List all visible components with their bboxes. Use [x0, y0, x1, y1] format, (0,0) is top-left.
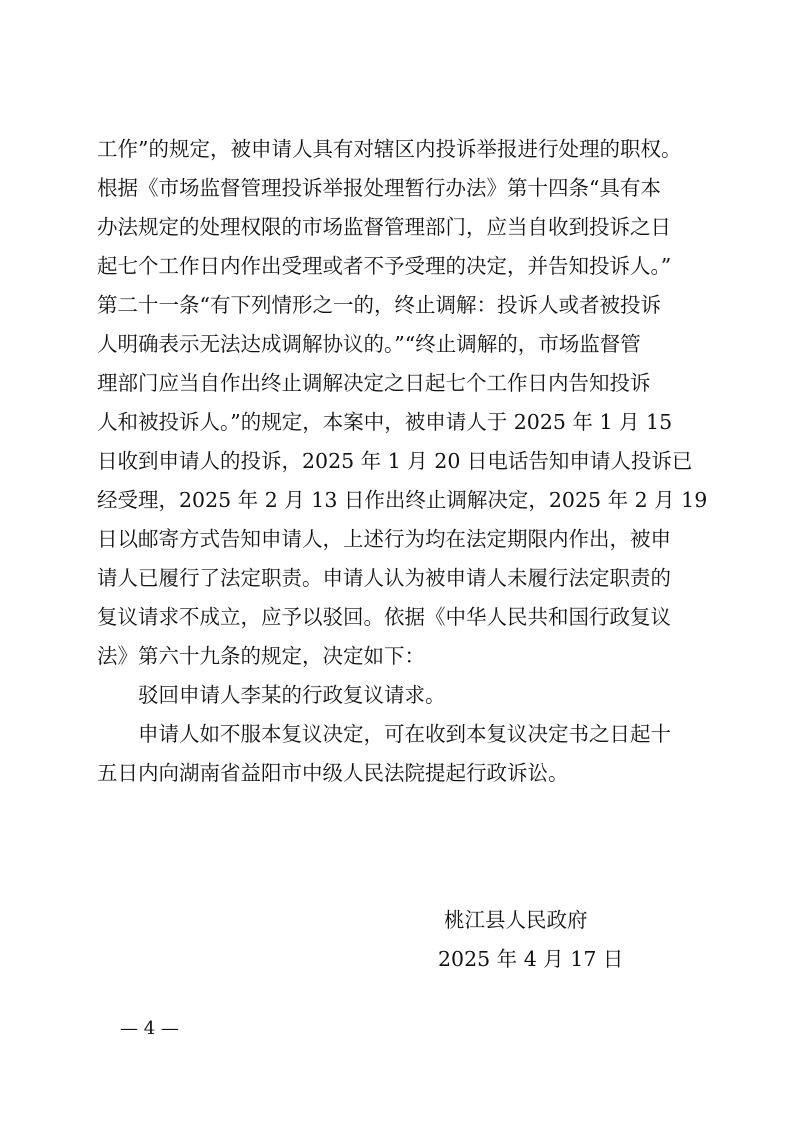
issue-date: 2025 年 4 月 17 日	[438, 947, 624, 971]
body-line: 日以邮寄方式告知申请人，上述行为均在法定期限内作出，被申	[97, 527, 671, 551]
body-line: 复议请求不成立，应予以驳回。依据《中华人民共和国行政复议	[97, 605, 671, 629]
body-line: 请人已履行了法定职责。申请人认为被申请人未履行法定职责的	[97, 566, 671, 590]
body-line: 第二十一条“有下列情形之一的，终止调解：投诉人或者被投诉	[97, 293, 661, 317]
body-line: 日收到申请人的投诉，2025 年 1 月 20 日电话告知申请人投诉已	[97, 449, 693, 473]
body-line: 经受理，2025 年 2 月 13 日作出终止调解决定，2025 年 2 月 19	[97, 488, 708, 512]
body-line: 人明确表示无法达成调解协议的。”“终止调解的，市场监督管	[97, 332, 641, 356]
body-line: 根据《市场监督管理投诉举报处理暂行办法》第十四条“具有本	[97, 176, 661, 200]
body-line: 起七个工作日内作出受理或者不予受理的决定，并告知投诉人。”	[97, 254, 672, 278]
body-line: 法》第六十九条的规定，决定如下：	[97, 644, 425, 668]
decision-line: 驳回申请人李某的行政复议请求。	[97, 683, 446, 707]
body-line: 工作”的规定，被申请人具有对辖区内投诉举报进行处理的职权。	[97, 137, 682, 161]
appeal-notice-line: 五日内向湖南省益阳市中级人民法院提起行政诉讼。	[97, 761, 569, 785]
page-number: — 4 —	[120, 1018, 179, 1039]
body-line: 人和被投诉人。”的规定，本案中，被申请人于 2025 年 1 月 15	[97, 410, 673, 434]
body-line: 办法规定的处理权限的市场监督管理部门，应当自收到投诉之日	[97, 215, 671, 239]
body-line: 理部门应当自作出终止调解决定之日起七个工作日内告知投诉	[97, 371, 651, 395]
issuer-signature: 桃江县人民政府	[444, 908, 588, 932]
appeal-notice-line: 申请人如不服本复议决定，可在收到本复议决定书之日起十	[97, 722, 671, 746]
